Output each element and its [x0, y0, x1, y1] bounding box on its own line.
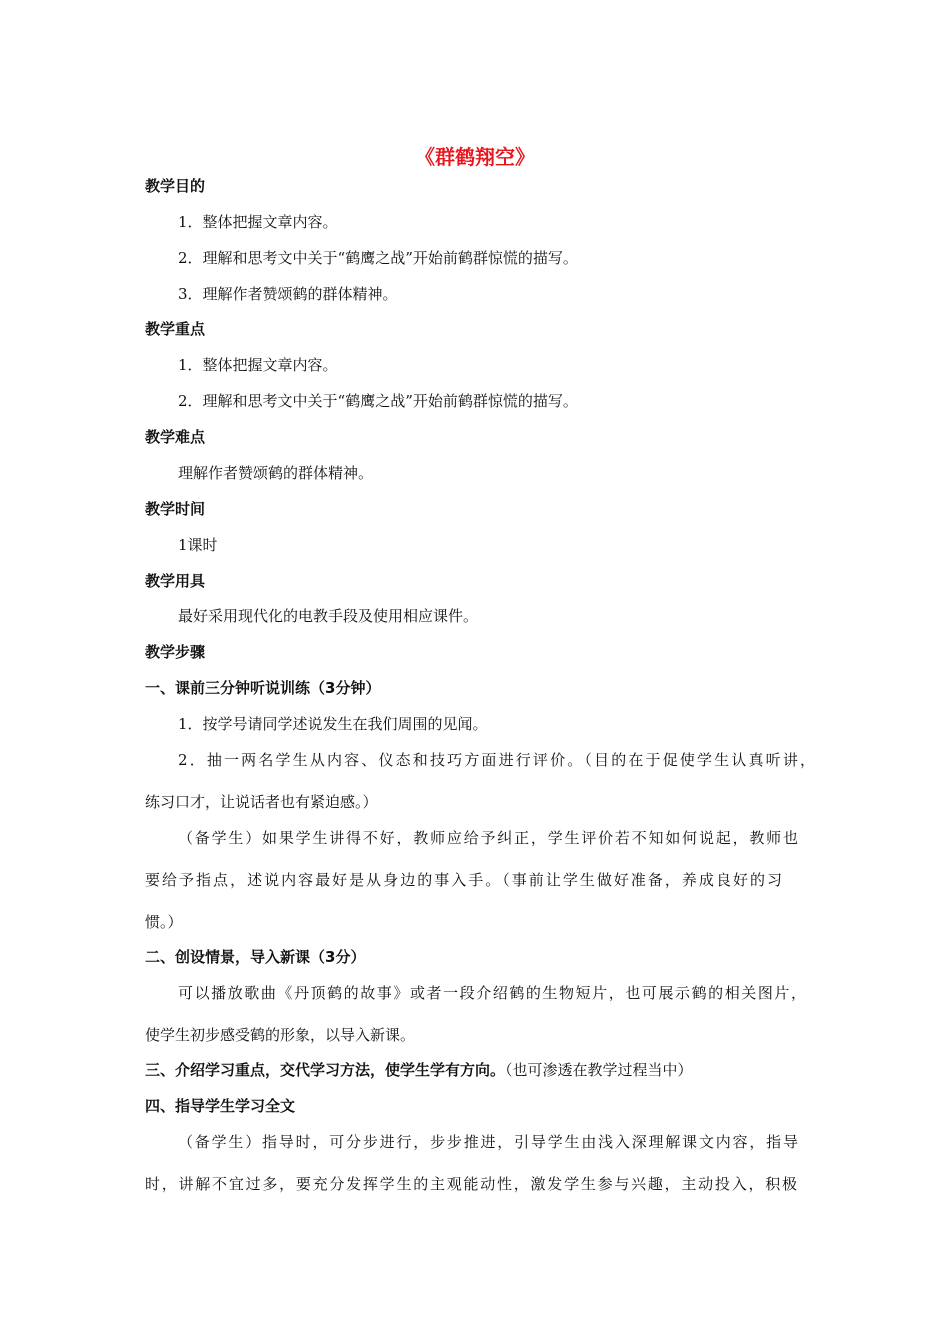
- step3-note: （也可渗透在教学过程当中）: [505, 1061, 693, 1079]
- step2-line1: 可以播放歌曲《丹顶鹤的故事》或者一段介绍鹤的生物短片，也可展示鹤的相关图片，: [178, 984, 806, 1002]
- step2-line2: 使学生初步感受鹤的形象，以导入新课。: [145, 1026, 416, 1044]
- step1-item-2-line1: 2．抽一两名学生从内容、仪态和技巧方面进行评价。（目的在于促使学生认真听讲，: [178, 751, 815, 769]
- objective-item-1: 1．整体把握文章内容。: [178, 213, 338, 231]
- tools-text: 最好采用现代化的电教手段及使用相应课件。: [178, 607, 479, 625]
- objective-item-2: 2．理解和思考文中关于“鹤鹰之战”开始前鹤群惊慌的描写。: [178, 249, 578, 267]
- step4-line1: （备学生）指导时，可分步进行，步步推进，引导学生由浅入深理解课文内容，指导: [178, 1133, 798, 1151]
- objective-item-3: 3．理解作者赞颂鹤的群体精神。: [178, 285, 398, 303]
- key-point-item-2: 2．理解和思考文中关于“鹤鹰之战”开始前鹤群惊慌的描写。: [178, 392, 578, 410]
- time-text: 1课时: [178, 536, 218, 554]
- time-heading: 教学时间: [145, 500, 206, 518]
- key-point-item-1: 1．整体把握文章内容。: [178, 356, 338, 374]
- step3-line: [145, 1059, 815, 1081]
- objectives-heading: 教学目的: [145, 177, 206, 195]
- step1-item-1: 1．按学号请同学述说发生在我们周围的见闻。: [178, 715, 488, 733]
- tools-heading: 教学用具: [145, 572, 206, 590]
- key-points-heading: 教学重点: [145, 320, 206, 338]
- difficulties-text: 理解作者赞颂鹤的群体精神。: [178, 464, 374, 482]
- step4-heading: 四、指导学生学习全文: [145, 1097, 296, 1115]
- step4-line2: 时，讲解不宜过多，要充分发挥学生的主观能动性，激发学生参与兴趣，主动投入，积极: [145, 1175, 797, 1193]
- step3-heading: 三、介绍学习重点，交代学习方法，使学生学有方向。: [145, 1061, 506, 1079]
- document-title: 《群鹤翔空》: [415, 145, 535, 169]
- steps-heading: 教学步骤: [145, 643, 206, 661]
- step1-heading: 一、课前三分钟听说训练（3分钟）: [145, 679, 381, 697]
- step1-note-line2: 要给予指点，述说内容最好是从身边的事入手。（事前让学生做好准备，养成良好的习: [145, 871, 782, 889]
- step1-note-line3: 惯。）: [145, 913, 183, 931]
- step1-note-line1: （备学生）如果学生讲得不好，教师应给予纠正，学生评价若不知如何说起，教师也: [178, 829, 798, 847]
- difficulties-heading: 教学难点: [145, 428, 206, 446]
- step1-item-2-line2: 练习口才，让说话者也有紧迫感。）: [145, 793, 378, 811]
- step2-heading: 二、创设情景，导入新课（3分）: [145, 948, 366, 966]
